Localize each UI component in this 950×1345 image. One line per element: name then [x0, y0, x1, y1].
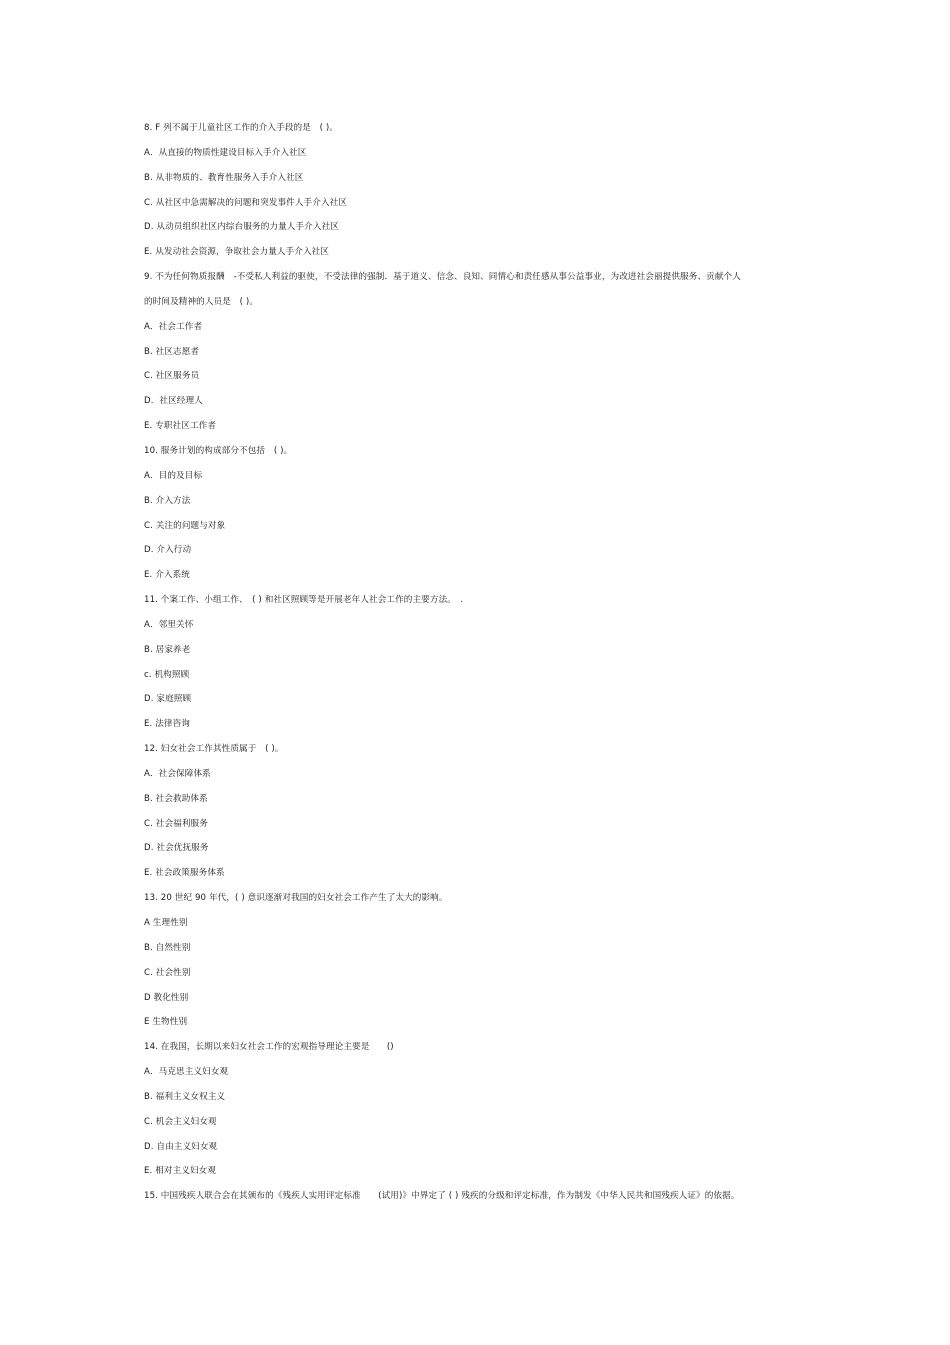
option-13b: B. 自然性别 [144, 942, 191, 953]
option-10d: D. 介入行动 [144, 545, 192, 556]
question-9: 9. 不为任何物质报酬 -不受私人利益的驱使，不受法律的强制．基于道义、信念、良知、同情心和责任感从事公益事业，为改进社会丽提供服务、贡献个人 [144, 272, 741, 283]
option-9a: A．社会工作者 [144, 321, 203, 332]
option-14c: C. 机会主义妇女观 [144, 1116, 217, 1127]
option-10b: B. 介入方法 [144, 495, 191, 506]
question-15: 15. 中国残疾人联合会在其颁布的《残疾人实用评定标准 (试用)》中界定了 ( ) 残疾的分级和评定标准，作为制发《中华人民共和国残疾人证》的依据。 [144, 1191, 740, 1202]
option-11a: A．邻里关怀 [144, 619, 194, 630]
option-13d: D 教化性别 [144, 992, 189, 1003]
option-8c: C. 从社区中急需解决的问题和突发事件人手介入社区 [144, 197, 348, 208]
question-11: 11. 个案工作、小组工作、 ( ) 和社区照顾等是开展老年人社会工作的主要方法。 . [144, 595, 464, 606]
question-14: 14. 在我国，长期以来妇女社会工作的宏观指导理论主要是 () [144, 1042, 394, 1053]
option-14a: A．马克思主义妇女观 [144, 1067, 229, 1078]
question-12: 12. 妇女社会工作其性质属于 ( )。 [144, 744, 284, 755]
option-8d: D. 从动员组织社区内综台服务的力量人手介入社区 [144, 222, 339, 233]
option-9c: C. 社区服务员 [144, 371, 200, 382]
option-8b: B. 从非物质的、教育性服务入手介入社区 [144, 172, 304, 183]
option-11e: E. 法律咨询 [144, 719, 190, 730]
option-8e: E. 从发动社会资源，争取社会力量人手介入社区 [144, 247, 330, 258]
option-8a: A．从直接的物质性建设目标入手介入社区 [144, 147, 307, 158]
option-12d: D. 社会优抚服务 [144, 843, 209, 854]
document-body [144, 118, 784, 1211]
question-13: 13. 20 世纪 90 年代，( ) 意识逐渐对我国的妇女社会工作产生了太大的影响。 [144, 893, 448, 904]
option-9e: E. 专职社区工作者 [144, 421, 217, 432]
option-10e: E. 介入系统 [144, 570, 190, 581]
option-13a: A 生理性别 [144, 918, 188, 928]
option-12a: A．社会保障体系 [144, 768, 211, 779]
question-9-continued: 的时间及精神的人员是 ( )。 [144, 296, 259, 307]
option-10c: C. 关注的问题与对象 [144, 520, 226, 531]
question-10: 10. 服务计划的构成部分不包括 ( )。 [144, 445, 293, 456]
option-13c: C. 社会性别 [144, 967, 191, 978]
option-11b: B. 居家养老 [144, 644, 191, 655]
option-14e: E. 相对主义妇女观 [144, 1166, 217, 1177]
option-11d: D. 家庭照顾 [144, 694, 192, 705]
option-9b: B. 社区志愿者 [144, 346, 200, 357]
option-12b: B. 社会救助体系 [144, 793, 208, 804]
option-14d: D. 自由主义妇女观 [144, 1141, 218, 1152]
option-11c: c. 机构照顾 [144, 669, 190, 680]
option-14b: B. 福利主义女权主义 [144, 1091, 226, 1102]
option-9d: D．社区经理人 [144, 396, 203, 407]
option-10a: A．目的及目标 [144, 470, 203, 481]
option-12c: C. 社会福利服务 [144, 818, 208, 829]
option-12e: E. 社会政策服务体系 [144, 868, 225, 879]
option-13e: E 生物性别 [144, 1017, 188, 1028]
question-8: 8. F 列不属于儿童社区工作的介入手段的是 ( )。 [144, 123, 339, 133]
